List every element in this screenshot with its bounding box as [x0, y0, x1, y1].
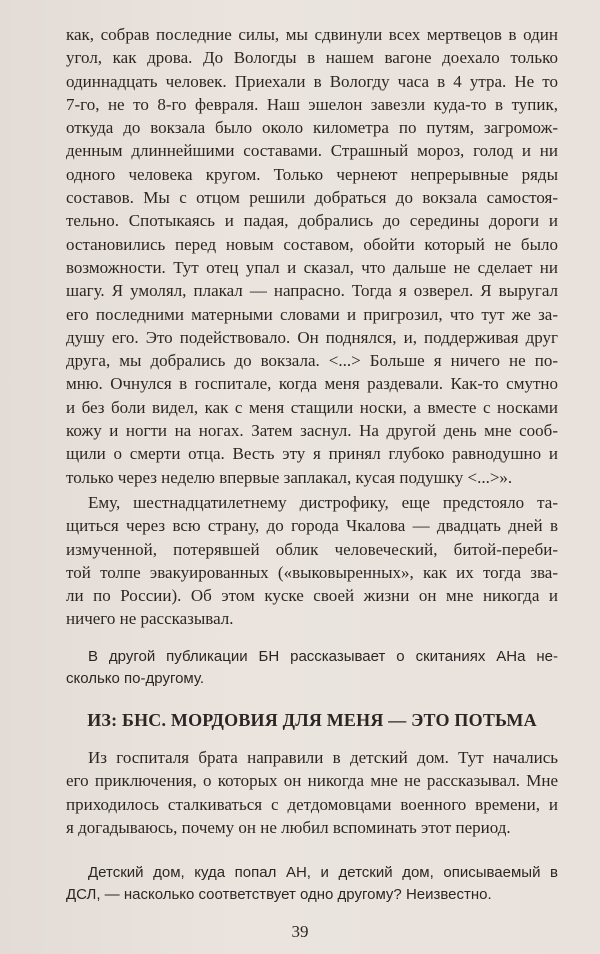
- text-line: шагу. Я умолял, плакал — напрасно. Тогда я озверел. Я выругал: [66, 281, 558, 301]
- editor-note-2: [66, 862, 558, 906]
- section-heading: ИЗ: БНС. МОРДОВИЯ ДЛЯ МЕНЯ — ЭТО ПОТЬМА: [87, 710, 537, 730]
- text-line: и без боли видел, как с меня стащили носки, а вместе с носками: [66, 397, 558, 417]
- section-paragraph: [66, 746, 558, 839]
- text-line: как, собрав последние силы, мы сдвинули всех мертвецов в один: [66, 25, 558, 44]
- text-line: измученной, потерявшей облик человеческий, битой-переби-: [66, 539, 558, 559]
- text-line: друга, мы добрались до вокзала. <...> Больше я ничего не по-: [66, 351, 558, 371]
- text-line: ДСЛ, — насколько соответствует одно другому? Неизвестно.: [66, 886, 492, 903]
- text-line: кожу и ногти на ногах. Затем заснул. На другой день мне сооб-: [66, 421, 558, 441]
- text-line: его последними матерными словами и пригрозил, что тут же за-: [66, 304, 558, 324]
- text-line: ли по России). Об этом куске своей жизни он мне никогда и: [66, 586, 558, 606]
- text-line: мню. Очнулся в госпитале, когда меня раздевали. Как-то смутно: [66, 374, 558, 394]
- text-line: составов. Мы с отцом решили добраться до вокзала самостоя-: [66, 188, 558, 208]
- text-line: только через неделю впервые заплакал, кусая подушку <...>».: [66, 467, 513, 487]
- text-line: той толпе эвакуированных («выковыренных», как их тогда зва-: [66, 562, 558, 582]
- text-line: его приключения, о которых он никогда мне не рассказывал. Мне: [66, 771, 558, 791]
- text-line: душу его. Это подействовало. Он поднялся, и, поддерживая друг: [66, 327, 558, 347]
- text-line: ничего не рассказывал.: [66, 609, 234, 629]
- author-paragraph: [66, 491, 558, 631]
- text-line: приходилось сталкиваться с детдомовцами военного времени, и: [66, 794, 558, 814]
- text-line: возможности. Тут отец упал и сказал, что дальше не сделает ни: [66, 257, 558, 277]
- text-line: 7-го, не то 8-го февраля. Наш эшелон завезли куда-то в тупик,: [66, 94, 558, 114]
- editor-note-1: [66, 646, 558, 690]
- page-number: 39: [291, 922, 309, 941]
- text-line: В другой публикации БН рассказывает о скитаниях АНа не-: [88, 648, 558, 665]
- text-line: щили о смерти отца. Весть эту я принял глубоко равнодушно и: [66, 444, 558, 464]
- text-line: остановились перед новым составом, обойти который не было: [66, 234, 558, 254]
- text-line: одного человека кругом. Только чернеют непрерывные ряды: [66, 164, 558, 184]
- text-line: щиться через всю страну, до города Чкалова — двадцать дней в: [66, 516, 558, 536]
- text-line: я догадываюсь, почему он не любил вспоминать этот период.: [66, 817, 511, 837]
- text-line: одиннадцать человек. Приехали в Вологду часа в 4 утра. Не то: [66, 71, 558, 91]
- text-line: откуда до вокзала было около километра по путям, загромож-: [66, 118, 558, 138]
- text-line: денным длиннейшими составами. Страшный мороз, голод и ни: [66, 141, 558, 161]
- quote-paragraph: [66, 23, 558, 489]
- text-line: угол, как дрова. До Вологды в нашем вагоне доехало только: [66, 48, 558, 68]
- text-line: сколько по-другому.: [66, 670, 205, 687]
- text-line: Детский дом, куда попал АН, и детский дом, описываемый в: [88, 864, 558, 881]
- text-line: Ему, шестнадцатилетнему дистрофику, еще предстояло та-: [88, 493, 558, 512]
- text-line: Из госпиталя брата направили в детский дом. Тут начались: [88, 748, 558, 767]
- text-line: тельно. Спотыкаясь и падая, добрались до середины дороги и: [66, 211, 558, 231]
